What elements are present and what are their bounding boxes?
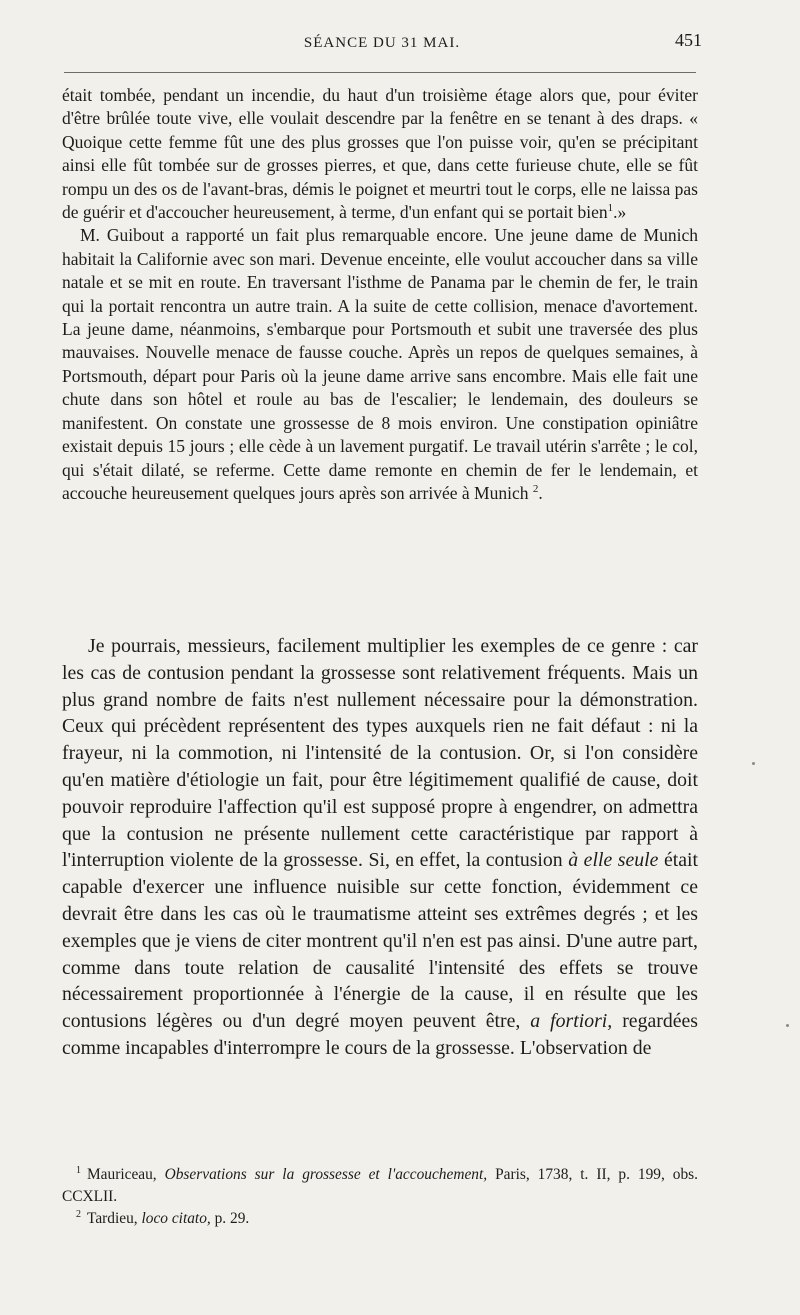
footnote-2 — [62, 1208, 698, 1230]
footnote-title: loco citato, — [141, 1210, 211, 1227]
footnote-1 — [62, 1164, 698, 1208]
paragraph-text: M. Guibout a rapporté un fait plus remarquable encore. Une jeune dame de Munich habitait la Californie avec son mari. Devenue enceinte, elle voulut accoucher dans sa ville natale et se mit en route. En traversant l'isthme de Panama par le chemin de fer, le train qui la portait rencontra un autre train. A la suite de cette collision, menace d'avortement. La jeune dame, néanmoins, s'embarque pour Portsmouth et subit une traversée des plus mauvaises. Nouvelle menace de fausse couche. Après un repos de quelques semaines, à Portsmouth, départ pour Paris où la jeune dame arrive sans encombre. Mais elle fait une chute dans son hôtel et roule au bas de l'escalier; le lendemain, des douleurs se manifestent. On constate une grossesse de 8 mois environ. Une constipation opiniâtre existait depuis 15 jours ; elle cède à un lavement purgatif. Le travail utérin s'arrête ; le col, qui s'était dilaté, se referme. Cette dame remonte en chemin de fer le lendemain, et accouche heureusement quelques jours après son arrivée à Munich — [62, 225, 698, 503]
text-part-3: regardées comme incapables d'interrompre le cours de la grossesse. L'observation de — [62, 1010, 698, 1059]
italic-a-elle-seule: à elle seule — [568, 849, 659, 872]
text-part-2: était capable d'exercer une influence nuisible sur cette fonction, évidemment ce devrait être dans les cas où le traumatisme atteint ses extrêmes degrés ; et les exemples que je viens de citer montrent qu'il n'en est pas ainsi. D'une autre part, comme dans toute relation de causalité l'intensité des effets se trouve nécessairement proportionnée à l'énergie de la cause, il en résulte que les contusions légères ou d'un degré moyen peuvent être, — [62, 849, 699, 1033]
sentence-end: . — [538, 482, 543, 503]
running-title: SÉANCE DU 31 MAI. — [303, 34, 461, 51]
italic-a-fortiori: a fortiori, — [530, 1010, 613, 1033]
footnote-ref-1[interactable]: 1 — [607, 202, 614, 215]
text-part-1: Je pourrais, messieurs, facilement multiplier les exemples de ce genre : car les cas de contusion pendant la grossesse sont relativement fréquents. Mais un plus grand nombre de faits n'est nullement nécessaire pour la démonstration. Ceux qui précèdent représentent des types auxquels rien ne fait défaut : ni la frayeur, ni la commotion, ni l'intensité de la contusion. Or, si l'on considère qu'en matière d'étiologie un fait, pour être légitimement qualifié de cause, doit pouvoir reproduire l'affection qu'il est supposé propre à engendrer, on admettra que la contusion ne présente nullement cette caractéristique par rapport à l'interruption violente de la grossesse. Si, en effet, la contusion — [62, 635, 698, 872]
quote-close: .» — [613, 202, 627, 223]
paper-speck — [752, 762, 755, 765]
paragraph-guibout-case — [62, 224, 698, 505]
footnote-author: Tardieu, — [87, 1210, 138, 1227]
case-reports-section — [62, 84, 698, 505]
footnote-rest: Paris, 1738, t. II, p. 199, obs. CCXLII. — [62, 1166, 698, 1205]
footnote-title: Observations sur la grossesse et l'accouchement, — [164, 1166, 488, 1183]
footnote-mark: 1 — [76, 1164, 81, 1176]
paragraph-mauriceau-case — [62, 84, 698, 224]
footnote-mark: 2 — [76, 1208, 81, 1220]
paper-speck — [786, 1024, 789, 1027]
running-header — [62, 30, 702, 56]
footnote-author: Mauriceau, — [87, 1166, 157, 1183]
paragraph-text: était tombée, pendant un incendie, du haut d'un troisième étage alors que, pour éviter d'être brûlée toute vive, elle voulait descendre par la fenêtre en se tenant à des draps. « Quoique cette femme fût une des plus grosses que l'on puisse voir, qu'en se précipitant ainsi elle fût tombée sur de grosses pierres, et que, dans cette furieuse chute, elle se fût rompu un des os de l'avant-bras, démis le poignet et meurtri tout le corps, elle ne laissa pas de guérir et d'accoucher heureusement, à terme, d'un enfant qui se portait bien — [62, 85, 698, 223]
footnotes — [62, 1164, 698, 1230]
footnote-ref-2[interactable]: 2 — [532, 483, 539, 496]
paragraph-argument — [62, 633, 698, 1062]
page-number: 451 — [675, 30, 702, 50]
main-argument-section — [62, 633, 698, 1062]
footnote-rest: p. 29. — [214, 1210, 250, 1227]
header-rule — [64, 72, 696, 73]
